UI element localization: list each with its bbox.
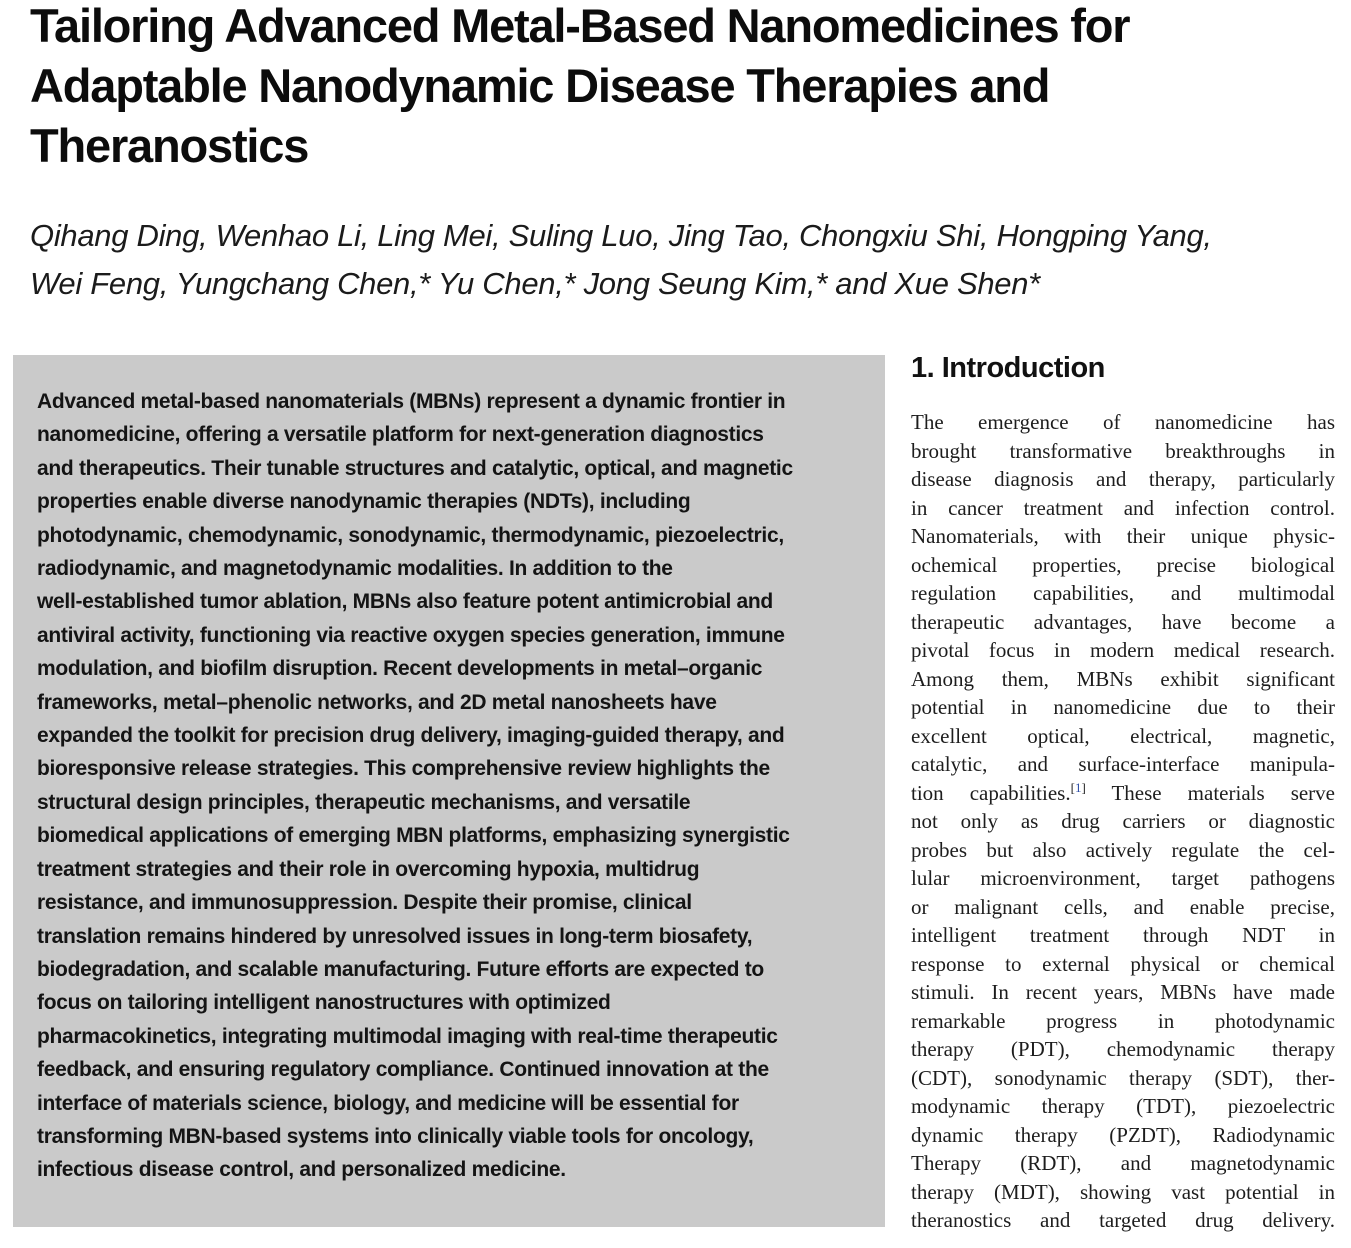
intro-line: regulation capabilities, and multimodal <box>911 581 1335 605</box>
intro-line: in cancer treatment and infection control. <box>911 495 1335 520</box>
citation-ref-1[interactable] <box>1071 780 1086 795</box>
introduction-paragraph <box>911 408 1335 1235</box>
intro-line: The emergence of nanomedicine has <box>911 410 1335 434</box>
intro-cite-post-text: These materials serve <box>1085 780 1335 805</box>
article-title-line: Theranostics <box>30 119 309 172</box>
intro-line: potential in nanomedicine due to their <box>911 695 1335 719</box>
intro-line-citation <box>911 779 1335 808</box>
abstract-line: photodynamic, chemodynamic, sonodynamic, thermodynamic, piezoelectric, <box>37 523 784 547</box>
intro-line: probes but also actively regulate the cel- <box>911 837 1335 862</box>
intro-line: ochemical properties, precise biological <box>911 552 1335 577</box>
abstract-line: interface of materials science, biology, and medicine will be essential for <box>37 1091 739 1115</box>
intro-line: therapeutic advantages, have become a <box>911 609 1335 634</box>
citation-bracket-close: ] <box>1081 780 1086 796</box>
abstract-line: structural design principles, therapeutic mechanisms, and versatile <box>37 790 691 814</box>
intro-line: or malignant cells, and enable precise, <box>911 894 1335 919</box>
intro-line: Among them, MBNs exhibit significant <box>911 666 1335 691</box>
intro-lines-after-citation <box>911 807 1335 1235</box>
intro-line: Therapy (RDT), and magnetodynamic <box>911 1151 1335 1175</box>
abstract-line: Advanced metal-based nanomaterials (MBNs) represent a dynamic frontier in <box>37 390 786 413</box>
abstract-line: properties enable diverse nanodynamic therapies (NDTs), including <box>37 490 691 514</box>
intro-line: excellent optical, electrical, magnetic, <box>911 723 1335 748</box>
article-title-line: Adaptable Nanodynamic Disease Therapies and <box>30 59 1050 112</box>
abstract-line: frameworks, metal–phenolic networks, and 2D metal nanosheets have <box>37 690 717 714</box>
intro-line: therapy (MDT), showing vast potential in <box>911 1179 1335 1204</box>
author-line: Wei Feng, Yungchang Chen,* Yu Chen,* Jong Seung Kim,* and Xue Shen* <box>30 266 1040 301</box>
author-line: Qihang Ding, Wenhao Li, Ling Mei, Suling Luo, Jing Tao, Chongxiu Shi, Hongping Yang, <box>30 218 1212 253</box>
introduction-column <box>911 352 1335 1235</box>
author-list <box>30 212 1212 308</box>
abstract-line: treatment strategies and their role in overcoming hypoxia, multidrug <box>37 857 700 881</box>
abstract-line: radiodynamic, and magnetodynamic modalities. In addition to the <box>37 557 673 581</box>
abstract-line: and therapeutics. Their tunable structures and catalytic, optical, and magnetic <box>37 456 793 480</box>
article-title-line: Tailoring Advanced Metal-Based Nanomedicines for <box>30 0 1130 52</box>
intro-line: dynamic therapy (PZDT), Radiodynamic <box>911 1122 1335 1147</box>
intro-line: therapy (PDT), chemodynamic therapy <box>911 1037 1335 1061</box>
abstract-line: resistance, and immunosuppression. Despite their promise, clinical <box>37 891 692 915</box>
citation-bracket-open: [ <box>1070 780 1075 796</box>
abstract-line: focus on tailoring intelligent nanostructures with optimized <box>37 991 611 1015</box>
intro-line: response to external physical or chemical <box>911 951 1335 976</box>
abstract-line: well-established tumor ablation, MBNs also feature potent antimicrobial and <box>37 590 773 614</box>
abstract-box <box>13 355 885 1227</box>
intro-line: not only as drug carriers or diagnostic <box>911 809 1335 833</box>
intro-line: brought transformative breakthroughs in <box>911 438 1335 463</box>
abstract-line: transforming MBN-based systems into clinically viable tools for oncology, <box>37 1124 754 1148</box>
intro-line: modynamic therapy (TDT), piezoelectric <box>911 1094 1335 1118</box>
intro-line: theranostics and targeted drug delivery. <box>911 1208 1335 1232</box>
article-title <box>30 0 1129 176</box>
abstract-line: infectious disease control, and personalized medicine. <box>37 1158 566 1182</box>
intro-line: catalytic, and surface-interface manipula- <box>911 752 1335 776</box>
abstract-line: antiviral activity, functioning via reactive oxygen species generation, immune <box>37 623 785 647</box>
abstract-line: biomedical applications of emerging MBN platforms, emphasizing synergistic <box>37 824 790 848</box>
abstract-line: translation remains hindered by unresolved issues in long-term biosafety, <box>37 924 753 948</box>
section-heading-introduction: 1. Introduction <box>911 352 1105 384</box>
abstract-line: nanomedicine, offering a versatile platform for next-generation diagnostics <box>37 423 764 447</box>
intro-line: stimuli. In recent years, MBNs have made <box>911 980 1335 1004</box>
intro-line: (CDT), sonodynamic therapy (SDT), ther- <box>911 1065 1335 1090</box>
intro-line: disease diagnosis and therapy, particularly <box>911 467 1335 491</box>
intro-line: pivotal focus in modern medical research. <box>911 638 1335 662</box>
abstract-line: pharmacokinetics, integrating multimodal imaging with real-time therapeutic <box>37 1024 778 1048</box>
intro-line: remarkable progress in photodynamic <box>911 1008 1335 1033</box>
abstract-line: expanded the toolkit for precision drug delivery, imaging-guided therapy, and <box>37 724 785 748</box>
abstract-line: bioresponsive release strategies. This comprehensive review highlights the <box>37 757 770 781</box>
intro-cite-pre-text: tion capabilities. <box>911 780 1071 805</box>
intro-line: Nanomaterials, with their unique physic- <box>911 524 1335 548</box>
intro-line: intelligent treatment through NDT in <box>911 923 1335 947</box>
abstract-line: biodegradation, and scalable manufacturing. Future efforts are expected to <box>37 957 764 981</box>
abstract-line: feedback, and ensuring regulatory compliance. Continued innovation at the <box>37 1058 769 1082</box>
abstract-line: modulation, and biofilm disruption. Recent developments in metal–organic <box>37 657 763 681</box>
citation-number: 1 <box>1074 780 1082 796</box>
intro-line: lular microenvironment, target pathogens <box>911 866 1335 890</box>
intro-lines-before-citation <box>911 408 1335 779</box>
